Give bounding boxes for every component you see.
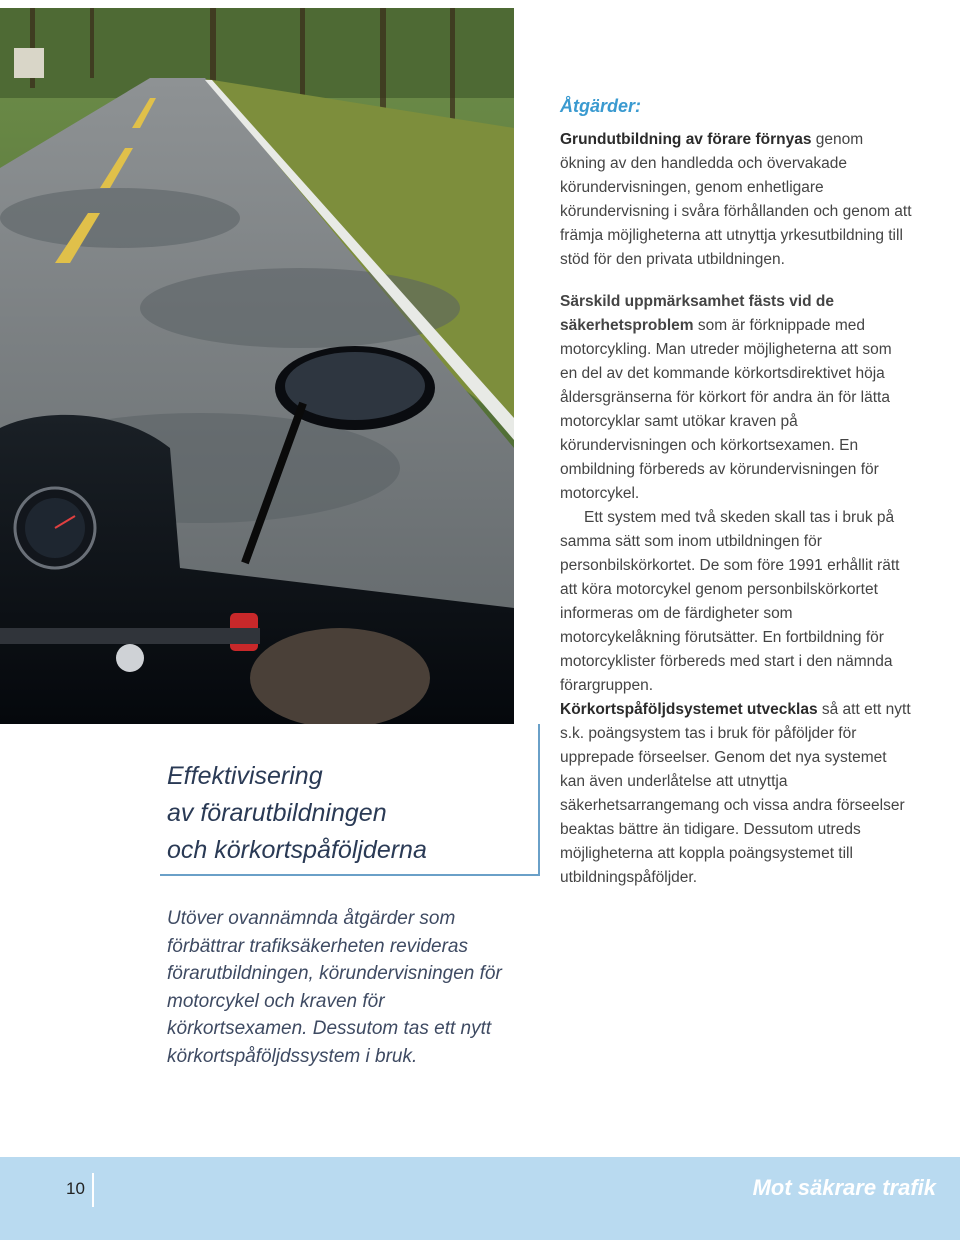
- measure-paragraph-2: [560, 290, 912, 506]
- measure-paragraph-2b: Ett system med två skeden skall tas i bruk på samma sätt som inom utbildningen för personbilskörkortet. De som före 1991 erhållit rätt att köra motorcykel genom personbilskörkortet informeras om de färdigheter som motorcykelåkning förutsätter. En fortbildning för motorcyklister förbereds med start i den nämnda förargruppen.: [560, 509, 900, 694]
- measures-heading: Åtgärder:: [560, 96, 642, 116]
- section-intro: Utöver ovannämnda åtgärder som förbättrar trafiksäkerheten revideras förarutbildningen, körundervisningen för motorcykel och kraven för körkortsexamen. Dessutom tas ett nytt körkortspåföljdssystem i bruk.: [167, 908, 502, 1067]
- accent-rule-horizontal: [160, 874, 540, 876]
- page-number: 10: [66, 1179, 85, 1198]
- measure-lead: Särskild uppmärksamhet fästs vid de säkerhetsproblem: [560, 293, 834, 334]
- measure-lead: Grundutbildning av förare förnyas: [560, 131, 812, 148]
- measures-column: [560, 92, 912, 908]
- motorcycle-road-photo: [0, 8, 514, 724]
- section-title: [167, 758, 527, 869]
- section-title-line: och körkortspåföljderna: [167, 836, 427, 864]
- measure-text: som är förknippade med motorcykling. Man utreder möjligheterna att som en del av det kommande körkortsdirektivet höja åldersgränserna för körkort för andra än för lätta motorcyklar samt utökar kraven på körundervisningen och körkortsexamen. En ombildning förbereds av körundervisningen för motorcykel.: [560, 317, 892, 502]
- accent-rule-vertical: [538, 724, 540, 876]
- publication-title: Mot säkrare trafik: [752, 1175, 936, 1200]
- measure-text: genom ökning av den handledda och övervakade körundervisningen, genom enhetligare körundervisning i svåra förhållanden och genom att främja möjligheterna att utnyttja yrkesutbildning till stöd för den privata utbildningen.: [560, 131, 912, 268]
- measure-lead: Körkortspåföljdsystemet utvecklas: [560, 701, 818, 718]
- measure-paragraph-1: [560, 128, 912, 272]
- measure-paragraph-3: [560, 698, 912, 890]
- section-title-line: Effektivisering: [167, 762, 323, 790]
- page-number-divider: [92, 1173, 94, 1207]
- page-footer: [0, 1157, 960, 1240]
- section-title-line: av förarutbildningen: [167, 799, 387, 827]
- measure-text: så att ett nytt s.k. poängsystem tas i bruk för påföljder för upprepade förseelser. Genom det nya systemet kan även underlåtelse att utnyttja säkerhetsarrangemang och vissa andra förseelser beaktas bättre än tidigare. Dessutom utreds möjligheterna att koppla poängsystemet till utbildningspåföljder.: [560, 701, 911, 886]
